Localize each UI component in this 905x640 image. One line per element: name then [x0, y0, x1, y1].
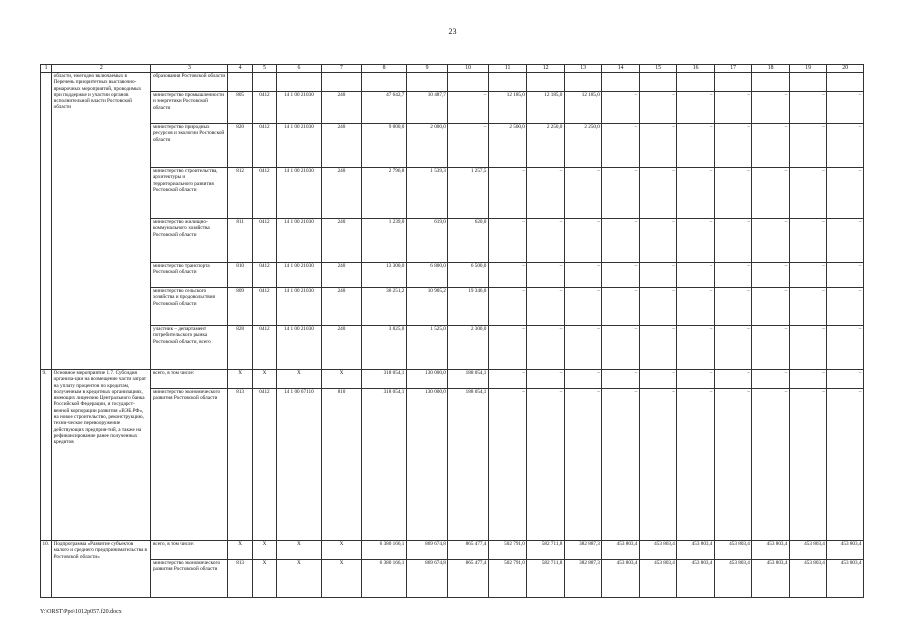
- amount-cell: 453 803,4: [714, 541, 752, 560]
- amount-cell: –: [827, 219, 864, 263]
- amount-cell: 582 711,8: [527, 560, 565, 598]
- amount-cell: 582 711,8: [527, 541, 565, 560]
- amount-cell: –: [789, 219, 827, 263]
- amount-cell: –: [677, 326, 715, 370]
- col-header: 4: [228, 65, 252, 73]
- amount-cell: –: [714, 326, 752, 370]
- amount-cell: –: [564, 263, 602, 288]
- code-cell: 0412: [252, 263, 276, 288]
- col-header: 19: [789, 65, 827, 73]
- col-header: 15: [639, 65, 677, 73]
- amount-cell: –: [752, 168, 790, 219]
- executor: министерство промышленности и энергетики Ростовской области: [151, 92, 228, 124]
- code-cell: 240: [321, 326, 362, 370]
- amount-cell: 620,0: [448, 219, 489, 263]
- amount-cell: –: [677, 219, 715, 263]
- amount-cell: –: [639, 219, 677, 263]
- amount-cell: –: [602, 168, 640, 219]
- code-cell: 809: [228, 288, 252, 326]
- amount-cell: –: [527, 370, 565, 389]
- amount-cell: –: [488, 168, 527, 219]
- col-header: 9: [406, 65, 448, 73]
- table-row: [41, 73, 864, 92]
- amount-cell: –: [639, 288, 677, 326]
- amount-cell: –: [714, 219, 752, 263]
- code-cell: 14 1 00 21030: [277, 92, 322, 124]
- amount-cell: 130 000,0: [406, 389, 448, 541]
- col-header: 17: [714, 65, 752, 73]
- amount-cell: 12 185,0: [488, 92, 527, 124]
- code-cell: 14 1 00 21030: [277, 263, 322, 288]
- amount-cell: –: [602, 92, 640, 124]
- amount-cell: –: [789, 92, 827, 124]
- amount-cell: –: [602, 219, 640, 263]
- amount-cell: –: [789, 124, 827, 168]
- amount-cell: –: [488, 326, 527, 370]
- amount-cell: –: [677, 124, 715, 168]
- table-row: [41, 389, 864, 541]
- amount-cell: 6 500,0: [448, 263, 489, 288]
- row-number: 10.: [41, 541, 52, 598]
- amount-cell: –: [527, 168, 565, 219]
- col-header: 16: [677, 65, 715, 73]
- amount-cell: –: [714, 92, 752, 124]
- amount-cell: –: [448, 124, 489, 168]
- amount-cell: –: [564, 288, 602, 326]
- amount-cell: 318 054,1: [362, 370, 407, 389]
- col-header: 11: [488, 65, 527, 73]
- code-cell: X: [321, 370, 362, 389]
- executor: министерство сельского хозяйства и продовольствия Ростовской области: [151, 288, 228, 326]
- amount-cell: –: [448, 92, 489, 124]
- amount-cell: –: [602, 389, 640, 541]
- amount-cell: –: [639, 370, 677, 389]
- amount-cell: –: [564, 326, 602, 370]
- amount-cell: 10 487,7: [406, 92, 448, 124]
- amount-cell: –: [752, 124, 790, 168]
- amount-cell: –: [488, 288, 527, 326]
- col-header: 13: [564, 65, 602, 73]
- amount-cell: –: [564, 370, 602, 389]
- amount-cell: 47 642,7: [362, 92, 407, 124]
- amount-cell: –: [677, 92, 715, 124]
- amount-cell: –: [752, 219, 790, 263]
- amount-cell: –: [677, 288, 715, 326]
- amount-cell: –: [827, 326, 864, 370]
- amount-cell: –: [677, 370, 715, 389]
- code-cell: 240: [321, 263, 362, 288]
- table-row: [41, 168, 864, 219]
- amount-cell: [527, 73, 565, 92]
- amount-cell: –: [527, 389, 565, 541]
- amount-cell: 2 000,0: [406, 124, 448, 168]
- measure-name: Основное мероприятие 1.7. Субсидия организа-ции на возмещение части затрат на уплату процентов по кредитам, полученным в кредитных организациях, имеющих лицензию Центрального банка Российской Федерации, и государст-венной корпорации развития «ВЭБ.РФ», на новое строительство, реконструкцию, техни-ческое перевооружение действующих предприя-тий, а также на рефинансирование ранее полученных кредитов: [52, 370, 151, 541]
- amount-cell: –: [827, 389, 864, 541]
- row-number: [41, 73, 52, 370]
- file-path-footer: Y:\ORST\Ppo\1012p057.f20.docx: [40, 609, 122, 615]
- code-cell: 240: [321, 92, 362, 124]
- amount-cell: –: [488, 263, 527, 288]
- col-header: 5: [252, 65, 276, 73]
- amount-cell: 2 500,0: [488, 124, 527, 168]
- amount-cell: –: [827, 124, 864, 168]
- amount-cell: [827, 73, 864, 92]
- amount-cell: 6 380 166,1: [362, 541, 407, 560]
- table-row: [41, 92, 864, 124]
- amount-cell: –: [752, 263, 790, 288]
- table-row: [41, 326, 864, 370]
- code-cell: 14 1 00 21030: [277, 326, 322, 370]
- amount-cell: [406, 73, 448, 92]
- amount-cell: –: [639, 124, 677, 168]
- amount-cell: –: [488, 219, 527, 263]
- amount-cell: [677, 73, 715, 92]
- amount-cell: 453 803,4: [677, 541, 715, 560]
- col-header: 1: [41, 65, 52, 73]
- executor: министерство природных ресурсов и экологии Ростовской области: [151, 124, 228, 168]
- amount-cell: 502 791,0: [488, 541, 527, 560]
- amount-cell: –: [789, 263, 827, 288]
- amount-cell: 453 803,4: [639, 560, 677, 598]
- code-cell: 14 1 00 67110: [277, 389, 322, 541]
- amount-cell: [602, 73, 640, 92]
- code-cell: 810: [228, 263, 252, 288]
- table-row: [41, 263, 864, 288]
- amount-cell: 1 239,0: [362, 219, 407, 263]
- amount-cell: –: [677, 263, 715, 288]
- amount-cell: –: [602, 326, 640, 370]
- amount-cell: –: [639, 92, 677, 124]
- code-cell: 811: [228, 219, 252, 263]
- amount-cell: 869 674,8: [406, 560, 448, 598]
- executor: министерство жилищно-коммунального хозяйства Ростовской области: [151, 219, 228, 263]
- amount-cell: 13 300,0: [362, 263, 407, 288]
- amount-cell: –: [527, 288, 565, 326]
- code-cell: 0412: [252, 219, 276, 263]
- amount-cell: 502 791,0: [488, 560, 527, 598]
- executor: всего, в том числе:: [151, 370, 228, 389]
- amount-cell: –: [488, 389, 527, 541]
- amount-cell: 30 251,2: [362, 288, 407, 326]
- amount-cell: –: [789, 370, 827, 389]
- code-cell: 14 1 00 21030: [277, 219, 322, 263]
- amount-cell: 865 477,4: [448, 560, 489, 598]
- code-cell: 810: [321, 389, 362, 541]
- col-header: 8: [362, 65, 407, 73]
- amount-cell: 2 300,0: [448, 326, 489, 370]
- budget-table: [40, 64, 864, 598]
- amount-cell: –: [714, 168, 752, 219]
- executor: образования Ростовской области: [151, 73, 228, 92]
- code-cell: 240: [321, 288, 362, 326]
- amount-cell: –: [752, 326, 790, 370]
- amount-cell: –: [564, 219, 602, 263]
- code-cell: X: [252, 541, 276, 560]
- table-row: [41, 219, 864, 263]
- page-number: 23: [448, 27, 457, 36]
- amount-cell: 6 380 166,1: [362, 560, 407, 598]
- code-cell: X: [321, 560, 362, 598]
- amount-cell: [488, 73, 527, 92]
- code-cell: 812: [228, 168, 252, 219]
- amount-cell: –: [602, 288, 640, 326]
- executor: участник – департамент потребительского рынка Ростовской области, всего: [151, 326, 228, 370]
- amount-cell: –: [639, 168, 677, 219]
- amount-cell: –: [677, 389, 715, 541]
- code-cell: 14 1 00 21030: [277, 288, 322, 326]
- amount-cell: –: [789, 389, 827, 541]
- amount-cell: 453 803,4: [639, 541, 677, 560]
- amount-cell: [714, 73, 752, 92]
- amount-cell: –: [714, 389, 752, 541]
- code-cell: 0412: [252, 92, 276, 124]
- amount-cell: –: [564, 389, 602, 541]
- amount-cell: 453 803,4: [602, 541, 640, 560]
- code-cell: X: [277, 560, 322, 598]
- col-header: 6: [277, 65, 322, 73]
- table-body: [41, 73, 864, 598]
- code-cell: X: [228, 370, 252, 389]
- executor: министерство транспорта Ростовской области: [151, 263, 228, 288]
- amount-cell: 10 905,2: [406, 288, 448, 326]
- code-cell: X: [321, 541, 362, 560]
- amount-cell: 865 477,4: [448, 541, 489, 560]
- amount-cell: 453 803,4: [827, 541, 864, 560]
- amount-cell: –: [752, 370, 790, 389]
- code-cell: 813: [228, 560, 252, 598]
- amount-cell: –: [827, 288, 864, 326]
- amount-cell: 619,0: [406, 219, 448, 263]
- code-cell: 240: [321, 124, 362, 168]
- amount-cell: 382 887,3: [564, 560, 602, 598]
- amount-cell: –: [527, 263, 565, 288]
- amount-cell: 453 803,4: [827, 560, 864, 598]
- amount-cell: –: [639, 326, 677, 370]
- amount-cell: –: [714, 288, 752, 326]
- code-cell: [252, 73, 276, 92]
- code-cell: X: [252, 370, 276, 389]
- executor: министерство строительства, архитектуры и территориального развития Ростовской области: [151, 168, 228, 219]
- measure-name: области, ежегодно включаемых в Перечень приоритетных выставочно-ярмарочных мероприятий, проводимых при поддержке и участии органов исполнительной власти Ростовской области: [52, 73, 151, 370]
- code-cell: 0412: [252, 124, 276, 168]
- amount-cell: 6 800,0: [406, 263, 448, 288]
- code-cell: 14 1 00 21030: [277, 168, 322, 219]
- code-cell: 240: [321, 219, 362, 263]
- col-header: 7: [321, 65, 362, 73]
- amount-cell: –: [639, 389, 677, 541]
- amount-cell: –: [488, 370, 527, 389]
- amount-cell: –: [602, 124, 640, 168]
- amount-cell: 188 054,1: [448, 389, 489, 541]
- table-row: [41, 541, 864, 560]
- amount-cell: 453 803,4: [789, 541, 827, 560]
- amount-cell: 2 796,8: [362, 168, 407, 219]
- table-row: [41, 288, 864, 326]
- amount-cell: –: [827, 263, 864, 288]
- code-cell: 240: [321, 168, 362, 219]
- col-header: 2: [52, 65, 151, 73]
- amount-cell: –: [602, 263, 640, 288]
- code-cell: X: [277, 370, 322, 389]
- measure-name: Подпрограмма «Развитие субъектов малого и среднего предпринимательства в Ростовской области»: [52, 541, 151, 598]
- col-header: 10: [448, 65, 489, 73]
- amount-cell: –: [714, 263, 752, 288]
- amount-cell: –: [752, 92, 790, 124]
- amount-cell: 130 000,0: [406, 370, 448, 389]
- amount-cell: 9 000,0: [362, 124, 407, 168]
- amount-cell: 453 803,4: [714, 560, 752, 598]
- code-cell: 828: [228, 326, 252, 370]
- amount-cell: [752, 73, 790, 92]
- column-number-row: [41, 65, 864, 73]
- amount-cell: 869 674,8: [406, 541, 448, 560]
- code-cell: 0412: [252, 389, 276, 541]
- amount-cell: 453 803,4: [677, 560, 715, 598]
- amount-cell: –: [677, 168, 715, 219]
- amount-cell: 453 803,4: [752, 541, 790, 560]
- amount-cell: –: [714, 370, 752, 389]
- amount-cell: 1 539,3: [406, 168, 448, 219]
- row-number: 9.: [41, 370, 52, 541]
- col-header: 20: [827, 65, 864, 73]
- executor: министерство экономического развития Ростовской области: [151, 389, 228, 541]
- col-header: 3: [151, 65, 228, 73]
- amount-cell: 19 346,0: [448, 288, 489, 326]
- amount-cell: 318 054,1: [362, 389, 407, 541]
- amount-cell: –: [527, 326, 565, 370]
- code-cell: [277, 73, 322, 92]
- amount-cell: 1 257,5: [448, 168, 489, 219]
- amount-cell: [639, 73, 677, 92]
- amount-cell: 453 803,4: [752, 560, 790, 598]
- amount-cell: 188 054,1: [448, 370, 489, 389]
- code-cell: 14 1 00 21030: [277, 124, 322, 168]
- amount-cell: 2 250,0: [564, 124, 602, 168]
- amount-cell: 382 887,3: [564, 541, 602, 560]
- amount-cell: 3 825,0: [362, 326, 407, 370]
- amount-cell: –: [827, 92, 864, 124]
- code-cell: 805: [228, 92, 252, 124]
- code-cell: 0412: [252, 168, 276, 219]
- col-header: 18: [752, 65, 790, 73]
- amount-cell: –: [564, 168, 602, 219]
- amount-cell: –: [602, 370, 640, 389]
- amount-cell: 2 250,0: [527, 124, 565, 168]
- code-cell: [321, 73, 362, 92]
- amount-cell: 453 803,4: [789, 560, 827, 598]
- amount-cell: –: [789, 326, 827, 370]
- code-cell: [228, 73, 252, 92]
- amount-cell: [564, 73, 602, 92]
- amount-cell: [448, 73, 489, 92]
- amount-cell: –: [639, 263, 677, 288]
- executor: министерство экономического развития Ростовской области: [151, 560, 228, 598]
- code-cell: 813: [228, 389, 252, 541]
- amount-cell: –: [827, 370, 864, 389]
- amount-cell: 453 803,4: [602, 560, 640, 598]
- table-row: [41, 124, 864, 168]
- executor: всего, в том числе:: [151, 541, 228, 560]
- table-row: [41, 370, 864, 389]
- amount-cell: [362, 73, 407, 92]
- amount-cell: –: [789, 288, 827, 326]
- col-header: 12: [527, 65, 565, 73]
- amount-cell: 12 185,0: [564, 92, 602, 124]
- amount-cell: [789, 73, 827, 92]
- code-cell: 0412: [252, 288, 276, 326]
- amount-cell: 12 185,0: [527, 92, 565, 124]
- amount-cell: 1 525,0: [406, 326, 448, 370]
- amount-cell: –: [827, 168, 864, 219]
- code-cell: X: [228, 541, 252, 560]
- code-cell: X: [252, 560, 276, 598]
- amount-cell: –: [714, 124, 752, 168]
- amount-cell: –: [527, 219, 565, 263]
- code-cell: 820: [228, 124, 252, 168]
- amount-cell: –: [752, 288, 790, 326]
- code-cell: X: [277, 541, 322, 560]
- amount-cell: –: [789, 168, 827, 219]
- col-header: 14: [602, 65, 640, 73]
- amount-cell: –: [752, 389, 790, 541]
- table-row: [41, 560, 864, 598]
- code-cell: 0412: [252, 326, 276, 370]
